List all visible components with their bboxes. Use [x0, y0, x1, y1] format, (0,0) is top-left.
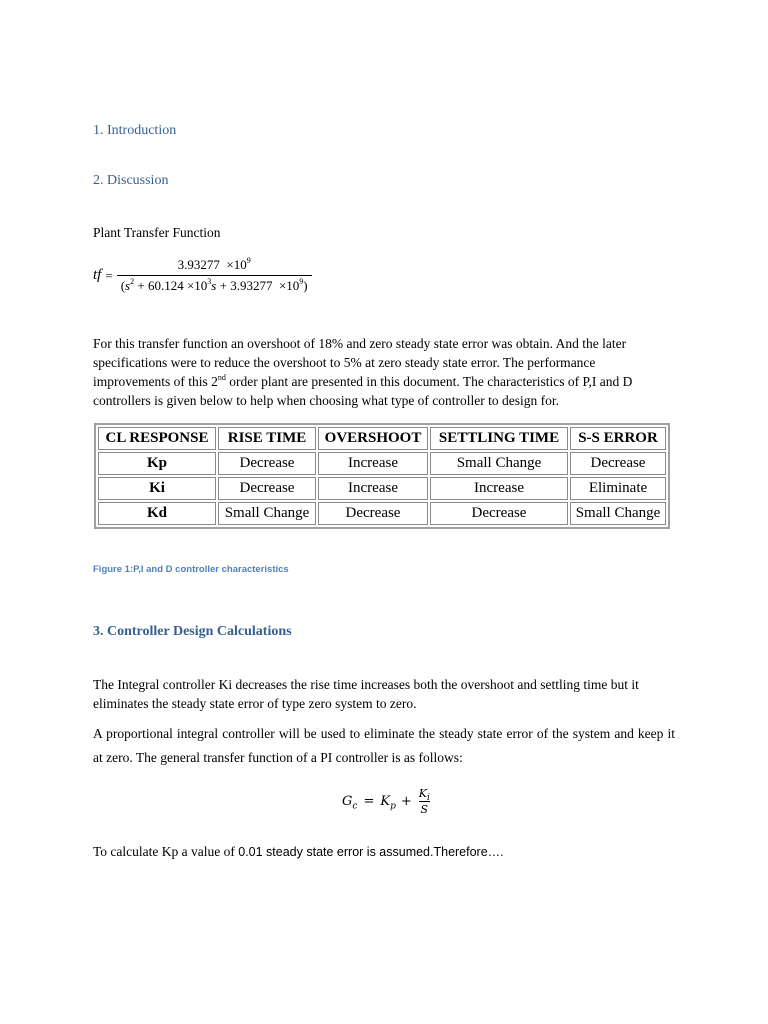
gc-base: G: [342, 794, 353, 809]
table-cell: Eliminate: [570, 477, 666, 500]
plant-transfer-function-label: Plant Transfer Function: [93, 225, 221, 240]
table-cell: Decrease: [218, 452, 316, 475]
table-row-label: Ki: [98, 477, 216, 500]
kp-calc-text-serif: To calculate Kp a value of: [93, 844, 239, 859]
table-cell: Decrease: [318, 502, 428, 525]
heading-discussion: 2. Discussion: [93, 173, 169, 188]
table-row: [98, 477, 666, 500]
heading-introduction: 1. Introduction: [93, 123, 177, 138]
table-cell: Decrease: [570, 452, 666, 475]
table-header-cell: RISE TIME: [218, 427, 316, 450]
kp-base: K: [380, 794, 391, 809]
ki-fraction: [417, 787, 432, 816]
table-row: [98, 502, 666, 525]
paragraph-integral-controller: The Integral controller Ki decreases the rise time increases both the overshoot and settling time but it eliminates the steady state error of type zero system to zero.: [93, 677, 639, 711]
table-header-cell: OVERSHOOT: [318, 427, 428, 450]
paragraph-overview: [93, 334, 675, 410]
plant-transfer-function-equation: [93, 257, 312, 294]
table-header-row: [98, 427, 666, 450]
table-row: [98, 452, 666, 475]
ki-numerator: [417, 787, 432, 804]
controller-characteristics-table-wrap: [94, 423, 670, 529]
pi-equals: =: [363, 794, 375, 809]
tf-numerator: $3.93277 \times 10^9$: [177, 256, 251, 272]
paragraph-overview-part1: For this transfer function an overshoot of 18% and zero steady state error was obtain. And the later specifications were to reduce the overshoot to 5% at zero steady state error. The performance improvements of this 2: [93, 336, 627, 389]
den-s-exp: 2: [130, 277, 135, 286]
table-row-label: Kp: [98, 452, 216, 475]
den-coef2: 3.93277: [230, 278, 273, 293]
paragraph-kp-calculation: [93, 842, 675, 862]
den-s: s: [125, 278, 131, 293]
table-cell: Increase: [318, 477, 428, 500]
controller-characteristics-table: [94, 423, 670, 529]
gc-sub: c: [352, 801, 358, 812]
kp-calc-text-sans: 0.01 steady state error is assumed.Therefore….: [238, 845, 504, 859]
tf-symbol: tf: [93, 267, 102, 283]
den-exp1: 3: [207, 277, 212, 286]
num-coef: 3.93277: [177, 257, 220, 272]
paragraph-overview-part2: order plant are presented in this document. The characteristics of P,I and D controllers is given below to help when choosing what type of controller to design for.: [93, 374, 633, 408]
table-cell: Decrease: [430, 502, 568, 525]
table-cell: Increase: [318, 452, 428, 475]
num-exp: 9: [246, 256, 251, 265]
table-cell: Small Change: [430, 452, 568, 475]
table-header-cell: S-S ERROR: [570, 427, 666, 450]
heading-controller-design: 3. Controller Design Calculations: [93, 624, 292, 639]
tf-denominator: $(s^2 + 60.124 \times 10^3s + 3.93277 \times 10^9)$: [117, 275, 312, 294]
tf-fraction: [117, 257, 312, 294]
table-cell: Small Change: [218, 502, 316, 525]
ordinal-superscript: nd: [217, 373, 226, 382]
ki-sub: i: [426, 793, 430, 804]
den-exp2: 9: [299, 277, 304, 286]
table-cell: Small Change: [570, 502, 666, 525]
table-cell: Increase: [430, 477, 568, 500]
table-header-cell: SETTLING TIME: [430, 427, 568, 450]
table-cell: Decrease: [218, 477, 316, 500]
gc-symbol: [342, 794, 358, 812]
kp-symbol: [380, 794, 396, 812]
pi-controller-equation: [342, 787, 432, 816]
table-header-cell: CL RESPONSE: [98, 427, 216, 450]
ki-base: K: [418, 787, 427, 800]
pi-plus: +: [400, 794, 412, 809]
tf-equals: =: [105, 267, 113, 283]
den-coef1: 60.124: [147, 278, 184, 293]
table-row-label: Kd: [98, 502, 216, 525]
kp-sub: p: [390, 801, 396, 812]
ki-denominator: S: [420, 803, 429, 816]
figure-caption: Figure 1:P,I and D controller characteristics: [93, 564, 289, 575]
paragraph-pi-controller: A proportional integral controller will be used to eliminate the steady state error of the system and keep it at zero. The general transfer function of a PI controller is as follows:: [93, 726, 675, 765]
